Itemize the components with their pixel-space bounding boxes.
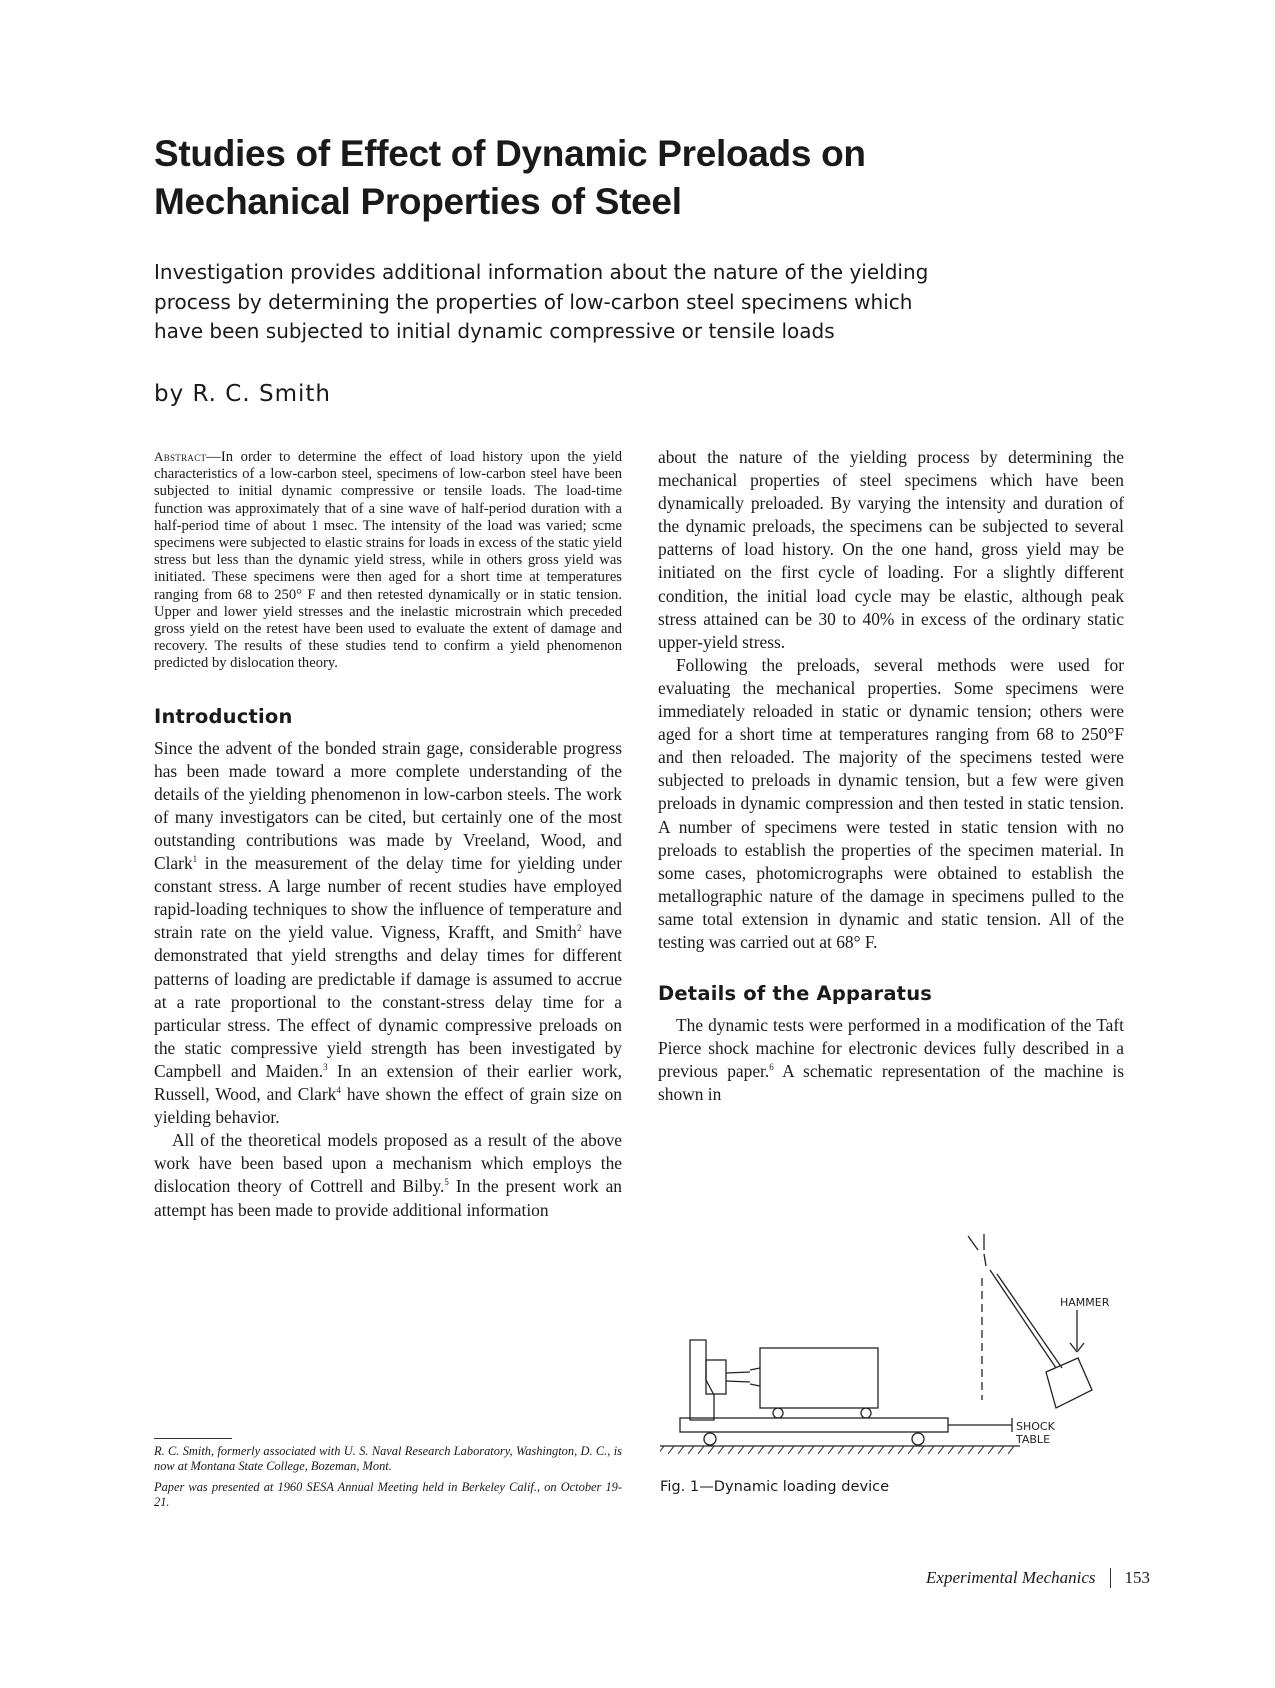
anvil-frame: [690, 1340, 714, 1420]
shock-table: [680, 1418, 948, 1432]
intro-p1-text-e: have shown the effect of grain size on yielding behavior.: [154, 1084, 622, 1128]
carriage-wheel-left: [773, 1408, 783, 1418]
grip-upper: [750, 1368, 760, 1370]
hammer-arm-inner: [997, 1274, 1062, 1368]
figure-dynamic-loading-device: [660, 1230, 1120, 1470]
footnote-rule: [154, 1438, 232, 1439]
article-subtitle: Investigation provides additional information about the nature of the yielding process by determining the properties of low-carbon steel specimens which have been subjected to initial dynamic compressive or tensile loads: [154, 260, 929, 343]
carriage-wheel-right: [861, 1408, 871, 1418]
reference-1: 1: [192, 854, 198, 865]
section-heading-introduction: Introduction: [154, 704, 293, 728]
intro-p2-text-b: In the present work an attempt has been made to provide additional information: [154, 1176, 622, 1220]
figure-label-table: TABLE: [1016, 1433, 1051, 1446]
abstract-text: —In order to determine the effect of load history upon the yield characteristics of a low-carbon steel, specimens of low-carbon steel have been subjected to initial dynamic compressive or tensile loads. The load-time function was approximately that of a sine wave of half-period duration with a half-period time of about 1 msec. The intensity of the load was varied; scme specimens were subjected to elastic strains for loads in excess of the static yield stress but less than the dynamic yield stress, while in others gross yield was initiated. These specimens were then aged for a short time at temperatures ranging from 68 to 250° F and then retested dynamically or in static tension. Upper and lower yield stresses and the inelastic microstrain which preceded gross yield on the retest have been used to evaluate the extent of damage and recovery. The results of these studies tend to confirm a yield phenomenon predicted by dislocation theory.: [154, 449, 622, 672]
table-wheel-left: [704, 1433, 716, 1445]
apparatus-p1-text-a: The dynamic tests were performed in a modification of the Taft Pierce shock machine for electronic devices fully described in a previous paper.: [658, 1015, 1124, 1082]
reference-6: 6: [769, 1062, 774, 1073]
suspension-line-left: [968, 1236, 978, 1250]
ground-hatching: [660, 1446, 1014, 1454]
figure-caption: Fig. 1—Dynamic loading device: [660, 1478, 890, 1495]
carriage-box: [760, 1348, 878, 1408]
hammer-leader-arrow-b: [1077, 1343, 1084, 1352]
intro-paragraph-3: about the nature of the yielding process by determining the mechanical properties of steel specimens which have been dynamically preloaded. By varying the intensity and duration of the dynamic preloads, the specimens can be subjected to several patterns of load history. On the one hand, gross yield may be initiated on the first cycle of loading. For a slightly different condition, the initial load cycle may be elastic, although peak stress attained can be 30 to 40% in excess of the ordinary static upper-yield stress.: [658, 447, 1124, 652]
grip-lower: [750, 1384, 760, 1386]
specimen-lower: [726, 1381, 750, 1382]
intro-p1-text-a: Since the advent of the bonded strain gage, considerable progress has been made toward a more complete understanding of the details of the yielding phenomenon in low-carbon steels. The work of many investigators can be cited, but certainly one of the most outstanding contributions was made by Vreeland, Wood, and Clark: [154, 737, 622, 874]
intro-paragraph-4: Following the preloads, several methods were used for evaluating the mechanical properties. Some specimens were immediately reloaded in static or dynamic tension; others were aged for a short time at temperatures ranging from 68 to 250°F and then reloaded. The majority of the specimens tested were subjected to preloads in dynamic tension, but a few were given preloads in dynamic compression and then tested in static tension. A number of specimens were tested in static tension with no preloads to establish the properties of the specimen material. In some cases, photomicrographs were obtained to establish the metallographic nature of the damage in specimens pulled to the same total extension in dynamic and static tension. All of the testing was carried out at 68° F.: [658, 654, 1124, 952]
figure-label-hammer: HAMMER: [1060, 1296, 1110, 1309]
right-column: [658, 446, 1124, 1106]
page-footer: [926, 1568, 1150, 1588]
intro-paragraph-1: [154, 737, 622, 1130]
title-line-1: Studies of Effect of Dynamic Preloads on: [154, 133, 866, 174]
journal-name: Experimental Mechanics: [926, 1568, 1096, 1587]
section-heading-apparatus: Details of the Apparatus: [658, 982, 933, 1006]
hammer-arm: [990, 1270, 1056, 1368]
footnotes: [154, 1444, 622, 1516]
intro-paragraph-2: [154, 1129, 622, 1221]
abstract: [154, 448, 622, 673]
footnote-presented: Paper was presented at 1960 SESA Annual Meeting held in Berkeley Calif., on October 19-21.: [154, 1480, 622, 1509]
title-line-2: Mechanical Properties of Steel: [154, 181, 682, 222]
anvil-block: [706, 1360, 726, 1394]
left-column: [154, 448, 622, 1222]
article-title: [154, 130, 1054, 226]
figure-label-shock: SHOCK: [1016, 1420, 1055, 1433]
footer-separator: [1110, 1568, 1111, 1588]
hammer-pivot-mark: [984, 1254, 986, 1266]
intro-p1-text-d: In an extension of their earlier work, Russell, Wood, and Clark: [154, 1060, 622, 1105]
page-number: 153: [1124, 1568, 1150, 1587]
abstract-label: Abstract: [154, 449, 207, 464]
footnote-affiliation: R. C. Smith, formerly associated with U. S. Naval Research Laboratory, Washington, D. C., is now at Montana State College, Bozeman, Mont.: [154, 1444, 622, 1473]
intro-p1-text-c: have demonstrated that yield strengths and delay times for different patterns of loading are predictable if damage is assumed to accrue at a rate proportional to the constant-stress delay time for a particular stress. The effect of dynamic compressive preloads on the static compressive yield strength has been investigated by Campbell and Maiden.: [154, 922, 622, 1081]
table-wheel-right: [912, 1433, 924, 1445]
intro-p2-text-a: All of the theoretical models proposed as a result of the above work have been based upon a mechanism which employs the dislocation theory of Cottrell and Bilby.: [154, 1130, 622, 1197]
reference-5: 5: [444, 1177, 449, 1188]
reference-3: 3: [323, 1062, 328, 1073]
apparatus-p1-text-b: A schematic representation of the machine is shown in: [658, 1061, 1124, 1105]
hammer-leader-arrow-a: [1070, 1343, 1077, 1352]
author-byline: by R. C. Smith: [154, 381, 331, 407]
hammer-head: [1046, 1358, 1092, 1408]
intro-p1-text-b: in the measurement of the delay time for yielding under constant stress. A large number of recent studies have employed rapid-loading techniques to show the influence of temperature and strain rate on the yield value. Vigness, Krafft, and Smith: [154, 853, 622, 943]
specimen-upper: [726, 1372, 750, 1373]
reference-2: 2: [576, 923, 582, 934]
reference-4: 4: [336, 1085, 341, 1096]
apparatus-paragraph-1: [658, 1014, 1124, 1106]
